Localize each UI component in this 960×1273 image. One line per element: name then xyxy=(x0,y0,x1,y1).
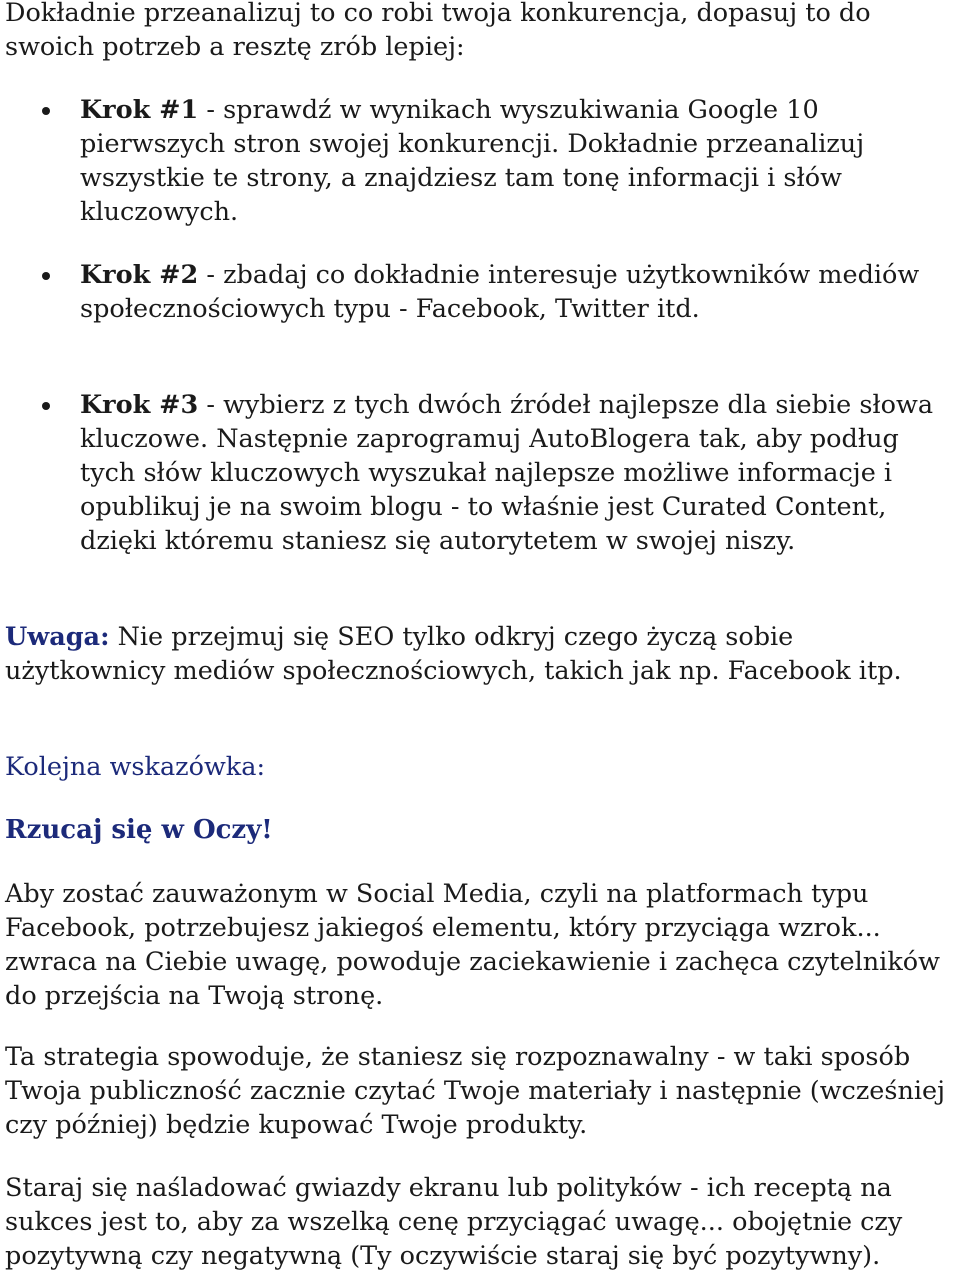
bullet-icon xyxy=(42,107,50,115)
body-paragraph-2: Ta strategia spowoduje, że staniesz się rozpoznawalny - w taki sposób Twoja publiczność zacznie czytać Twoje materiały i następnie (wcześniej czy później) będzie kupować Twoje produkty. xyxy=(5,1042,946,1140)
step-text: - zbadaj co dokładnie interesuje użytkowników mediów społecznościowych typu - Facebook, Twitter itd. xyxy=(80,260,920,324)
step-item-3 xyxy=(80,388,960,558)
warning-text: Nie przejmuj się SEO tylko odkryj czego życzą sobie użytkownicy mediów społecznościowych, takich jak np. Facebook itp. xyxy=(5,622,902,686)
step-label: Krok #1 xyxy=(80,95,199,125)
step-label: Krok #3 xyxy=(80,390,199,420)
step-item-1 xyxy=(80,93,960,229)
bullet-icon xyxy=(42,272,50,280)
next-tip-label: Kolejna wskazówka: xyxy=(5,752,266,782)
step-label: Krok #2 xyxy=(80,260,199,290)
intro-paragraph: Dokładnie przeanalizuj to co robi twoja konkurencja, dopasuj to do swoich potrzeb a resztę zrób lepiej: xyxy=(5,0,871,62)
bullet-icon xyxy=(42,402,50,410)
step-item-2 xyxy=(80,258,960,326)
body-paragraph-1: Aby zostać zauważonym w Social Media, czyli na platformach typu Facebook, potrzebujesz jakiegoś elementu, który przyciąga wzrok... zwraca na Ciebie uwagę, powoduje zaciekawienie i zachęca czytelników do przejścia na Twoją stronę. xyxy=(5,879,940,1011)
section-heading: Rzucaj się w Oczy! xyxy=(5,815,273,845)
warning-label: Uwaga: xyxy=(5,622,110,652)
step-text: - sprawdź w wynikach wyszukiwania Google 10 pierwszych stron swojej konkurencji. Dokładnie przeanalizuj wszystkie te strony, a znajdziesz tam tonę informacji i słów kluczowych. xyxy=(80,95,865,227)
warning-paragraph xyxy=(5,620,955,688)
body-paragraph-3: Staraj się naśladować gwiazdy ekranu lub polityków - ich receptą na sukces jest to, aby za wszelką cenę przyciągać uwagę... obojętnie czy pozytywną czy negatywną (Ty oczywiście staraj się być pozytywny). xyxy=(5,1173,903,1271)
step-text: - wybierz z tych dwóch źródeł najlepsze dla siebie słowa kluczowe. Następnie zaprogramuj AutoBlogera tak, aby podług tych słów kluczowych wyszukał najlepsze możliwe informacje i opublikuj je na swoim blogu - to właśnie jest Curated Content, dzięki któremu staniesz się autorytetem w swojej niszy. xyxy=(80,390,934,556)
